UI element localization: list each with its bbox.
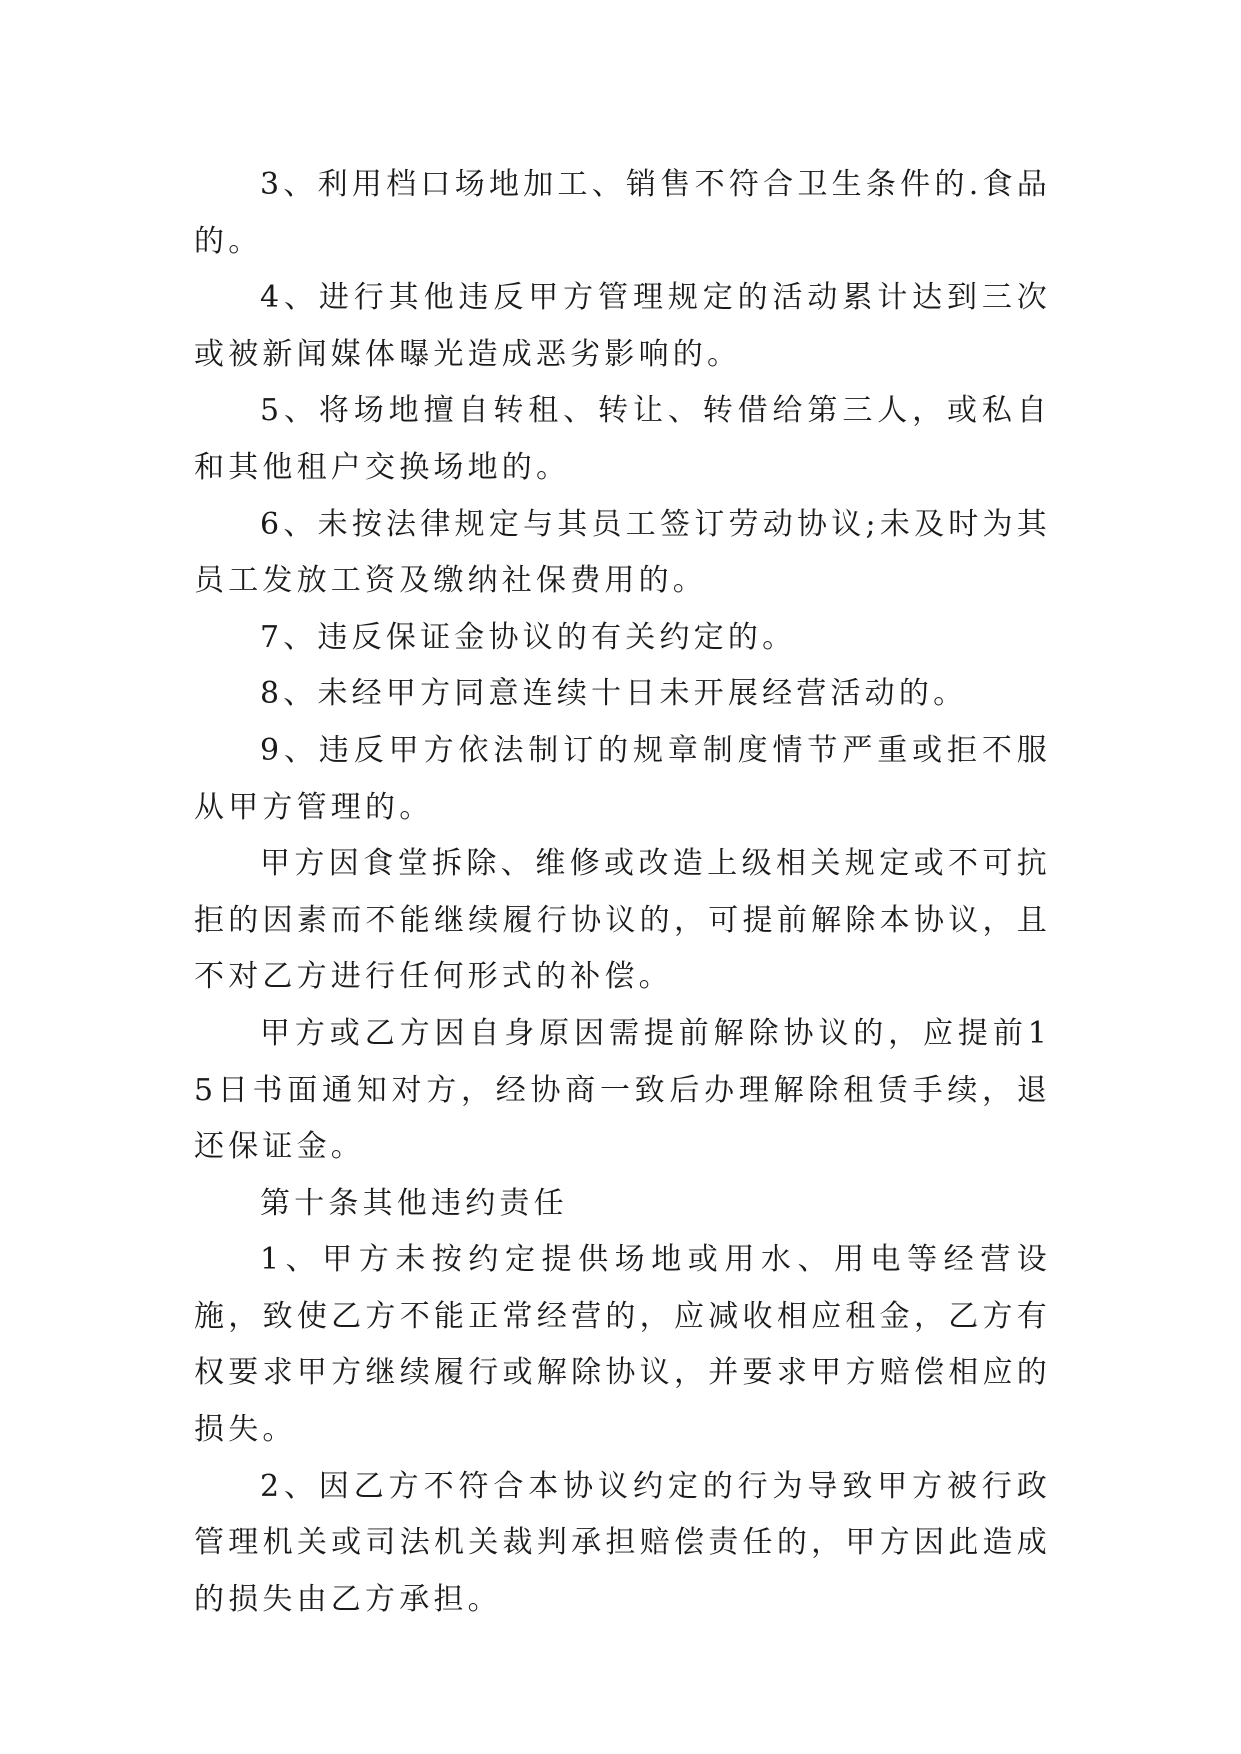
clause-item-7: 7、违反保证金协议的有关约定的。: [260, 619, 797, 655]
clause-item-5: 5、将场地擅自转租、转让、转借给第三人，或私自和其他租户交换场地的。: [194, 393, 1051, 485]
clause-item-4: 4、进行其他违反甲方管理规定的活动累计达到三次或被新闻媒体曝光造成恶劣影响的。: [194, 280, 1051, 372]
clause-item-3: 3、利用档口场地加工、销售不符合卫生条件的.食品的。: [194, 167, 1051, 259]
early-termination-paragraph: 甲方或乙方因自身原因需提前解除协议的，应提前15日书面通知对方，经协商一致后办理解除租赁手续，退还保证金。: [194, 1015, 1051, 1165]
article-10-heading: 第十条其他违约责任: [260, 1185, 568, 1221]
clause-item-8: 8、未经甲方同意连续十日未开展经营活动的。: [260, 676, 968, 712]
document-body: [194, 157, 1051, 1628]
liability-item-2: 2、因乙方不符合本协议约定的行为导致甲方被行政管理机关或司法机关裁判承担赔偿责任的，甲方因此造成的损失由乙方承担。: [194, 1468, 1051, 1617]
liability-item-1: 1、甲方未按约定提供场地或用水、用电等经营设施，致使乙方不能正常经营的，应减收相应租金，乙方有权要求甲方继续履行或解除协议，并要求甲方赔偿相应的损失。: [194, 1242, 1051, 1448]
clause-item-6: 6、未按法律规定与其员工签订劳动协议;未及时为其员工发放工资及缴纳社保费用的。: [194, 506, 1051, 599]
force-majeure-paragraph: 甲方因食堂拆除、维修或改造上级相关规定或不可抗拒的因素而不能继续履行协议的，可提前解除本协议，且不对乙方进行任何形式的补偿。: [194, 846, 1051, 995]
clause-item-9: 9、违反甲方依法制订的规章制度情节严重或拒不服从甲方管理的。: [194, 732, 1051, 825]
